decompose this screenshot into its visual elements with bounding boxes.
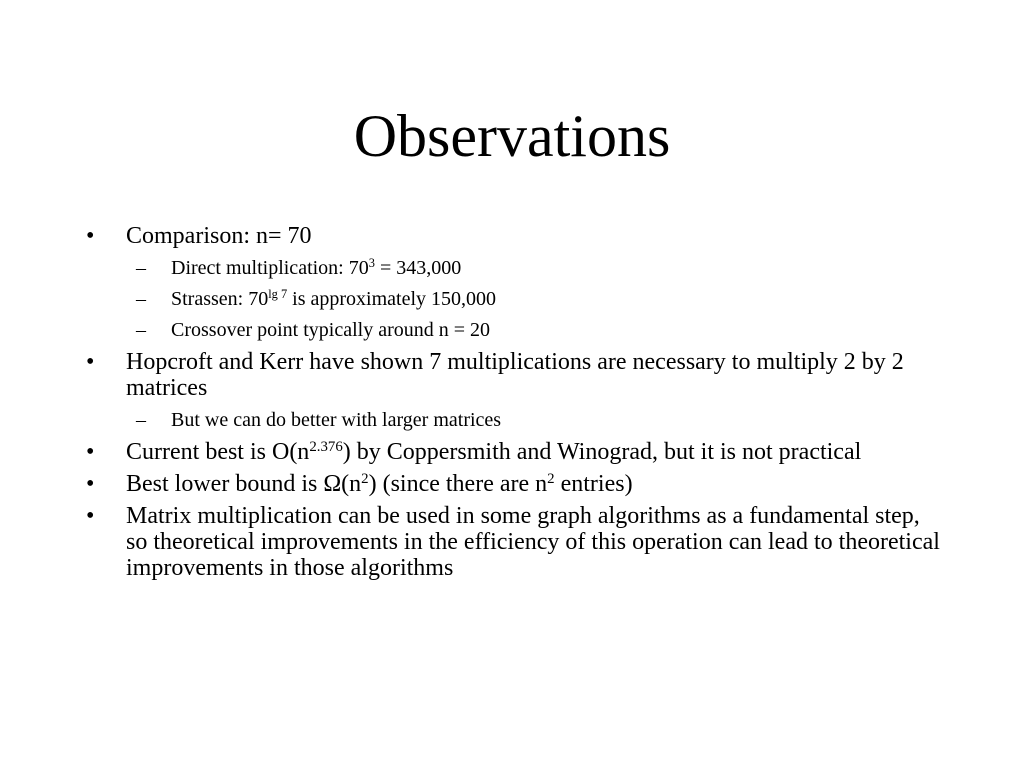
- sub-item-crossover: [126, 317, 946, 343]
- bullet-text: Hopcroft and Kerr have shown 7 multiplications are necessary to multiply 2 by 2 matrices: [126, 349, 904, 401]
- sub-item-text: Direct multiplication: 70: [171, 257, 369, 279]
- exponent: 2: [547, 470, 555, 487]
- bullet-icon: •: [86, 349, 95, 375]
- dash-icon: –: [136, 409, 146, 431]
- dash-icon: –: [136, 319, 146, 341]
- sub-item-text-end: = 343,000: [374, 257, 462, 279]
- bullet-text: Best lower bound is Ω(n: [126, 471, 362, 497]
- dash-icon: –: [136, 257, 146, 279]
- bullet-item-graph-algorithms: [86, 503, 946, 581]
- sub-list: [126, 255, 946, 343]
- bullet-icon: •: [86, 223, 95, 249]
- sub-item-direct-multiplication: [126, 255, 946, 281]
- bullet-text: Current best is O(n: [126, 439, 310, 465]
- dash-icon: –: [136, 288, 146, 310]
- bullet-icon: •: [86, 439, 95, 465]
- bullet-text-end: ) by Coppersmith and Winograd, but it is not practical: [342, 439, 862, 465]
- bullet-icon: •: [86, 471, 95, 497]
- exponent: 2: [361, 470, 369, 487]
- bullet-item-current-best: [86, 439, 946, 465]
- sub-item-larger-matrices: [126, 407, 946, 433]
- bullet-item-lower-bound: [86, 471, 946, 497]
- sub-item-strassen: [126, 286, 946, 312]
- sub-item-text: Strassen: 70: [171, 288, 269, 310]
- bullet-list: [86, 223, 946, 581]
- bullet-item-hopcroft-kerr: [86, 349, 946, 433]
- sub-list: [126, 407, 946, 433]
- bullet-text-end: entries): [554, 471, 633, 497]
- bullet-icon: •: [86, 503, 95, 529]
- bullet-item-comparison: [86, 223, 946, 343]
- sub-item-text: But we can do better with larger matrices: [171, 409, 502, 431]
- exponent: 2.376: [309, 438, 343, 455]
- bullet-text: Matrix multiplication can be used in some graph algorithms as a fundamental step, so theoretical improvements in the efficiency of this operation can lead to theoretical improvements in those algorithms: [126, 503, 940, 581]
- bullet-text: Comparison: n= 70: [126, 223, 312, 249]
- sub-item-text-end: is approximately 150,000: [287, 288, 497, 310]
- sub-item-text: Crossover point typically around n = 20: [171, 319, 491, 341]
- exponent: lg 7: [268, 287, 288, 302]
- slide-title: Observations: [353, 103, 671, 169]
- bullet-text-mid: ) (since there are n: [368, 471, 548, 497]
- exponent: 3: [368, 256, 375, 271]
